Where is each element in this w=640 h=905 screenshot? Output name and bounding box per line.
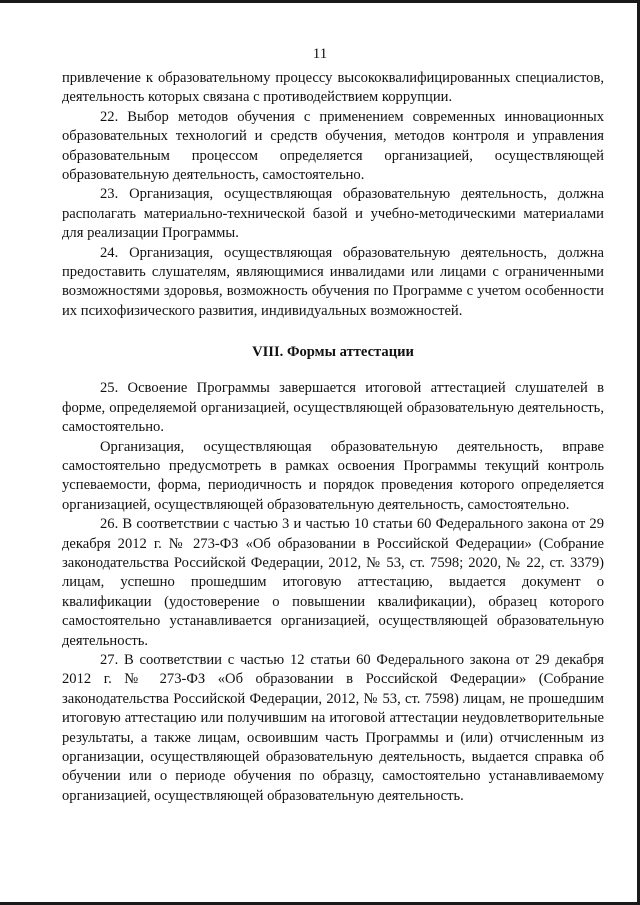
page-number: 11 (312, 46, 328, 62)
paragraph-24: 24. Организация, осуществляющая образовательную деятельность, должна предоставить слушателям, являющимися инвалидами или лицами с ограниченными возможностями здоровья, возможность обучения по Программе с учетом особенности их психофизического развития, индивидуальных возможностей. (62, 244, 604, 319)
paragraph-25: 25. Освоение Программы завершается итоговой аттестацией слушателей в форме, определяемой организацией, осуществляющей образовательную деятельность, самостоятельно. (62, 380, 604, 436)
paragraph-26: 26. В соответствии с частью 3 и частью 10 статьи 60 Федерального закона от 29 декабря 2012 г. № 273-ФЗ «Об образовании в Российской Федерации» (Собрание законодательства Российской Федерации, 2012, № 53, ст. 7598; 2020, № 22, ст. 3379) лицам, успешно прошедшим итоговую аттестацию, выдается документ о квалификации (удостоверение о повышении квалификации), образец которого самостоятельно устанавливается организацией, осуществляющей образовательную деятельность. (62, 516, 604, 649)
document-body (62, 69, 604, 806)
paragraph-continuation: привлечение к образовательному процессу высококвалифицированных специалистов, деятельность которых связана с противодействием коррупции. (62, 70, 604, 106)
section-heading: VIII. Формы аттестации (252, 344, 414, 361)
paragraph-27: 27. В соответствии с частью 12 статьи 60 Федерального закона от 29 декабря 2012 г. № 273-ФЗ «Об образовании в Российской Федерации» (Собрание законодательства Российской Федерации, 2012, № 53, ст. 7598) лицам, не прошедшим итоговую аттестацию или получившим на итоговой аттестации неудовлетворительные результаты, а также лицам, освоившим часть Программы и (или) отчисленным из организации, осуществляющей образовательную деятельность, выдается справка об обучении или о периоде обучения по образцу, самостоятельно устанавливаемому организацией, осуществляющей образовательную деятельность. (62, 651, 604, 804)
paragraph-23: 23. Организация, осуществляющая образовательную деятельность, должна располагать материально-технической базой и учебно-методическими материалами для реализации Программы. (62, 186, 604, 242)
paragraph-22: 22. Выбор методов обучения с применением современных инновационных образовательных технологий и средств обучения, методов контроля и управления образовательным процессом определяется организацией, осуществляющей образовательную деятельность, самостоятельно. (62, 108, 604, 184)
paragraph-25-continued: Организация, осуществляющая образовательную деятельность, вправе самостоятельно предусмотреть в рамках освоения Программы текущий контроль успеваемости, форма, периодичность и порядок проведения которого определяется организацией, осуществляющей образовательную деятельность, самостоятельно. (62, 438, 604, 513)
